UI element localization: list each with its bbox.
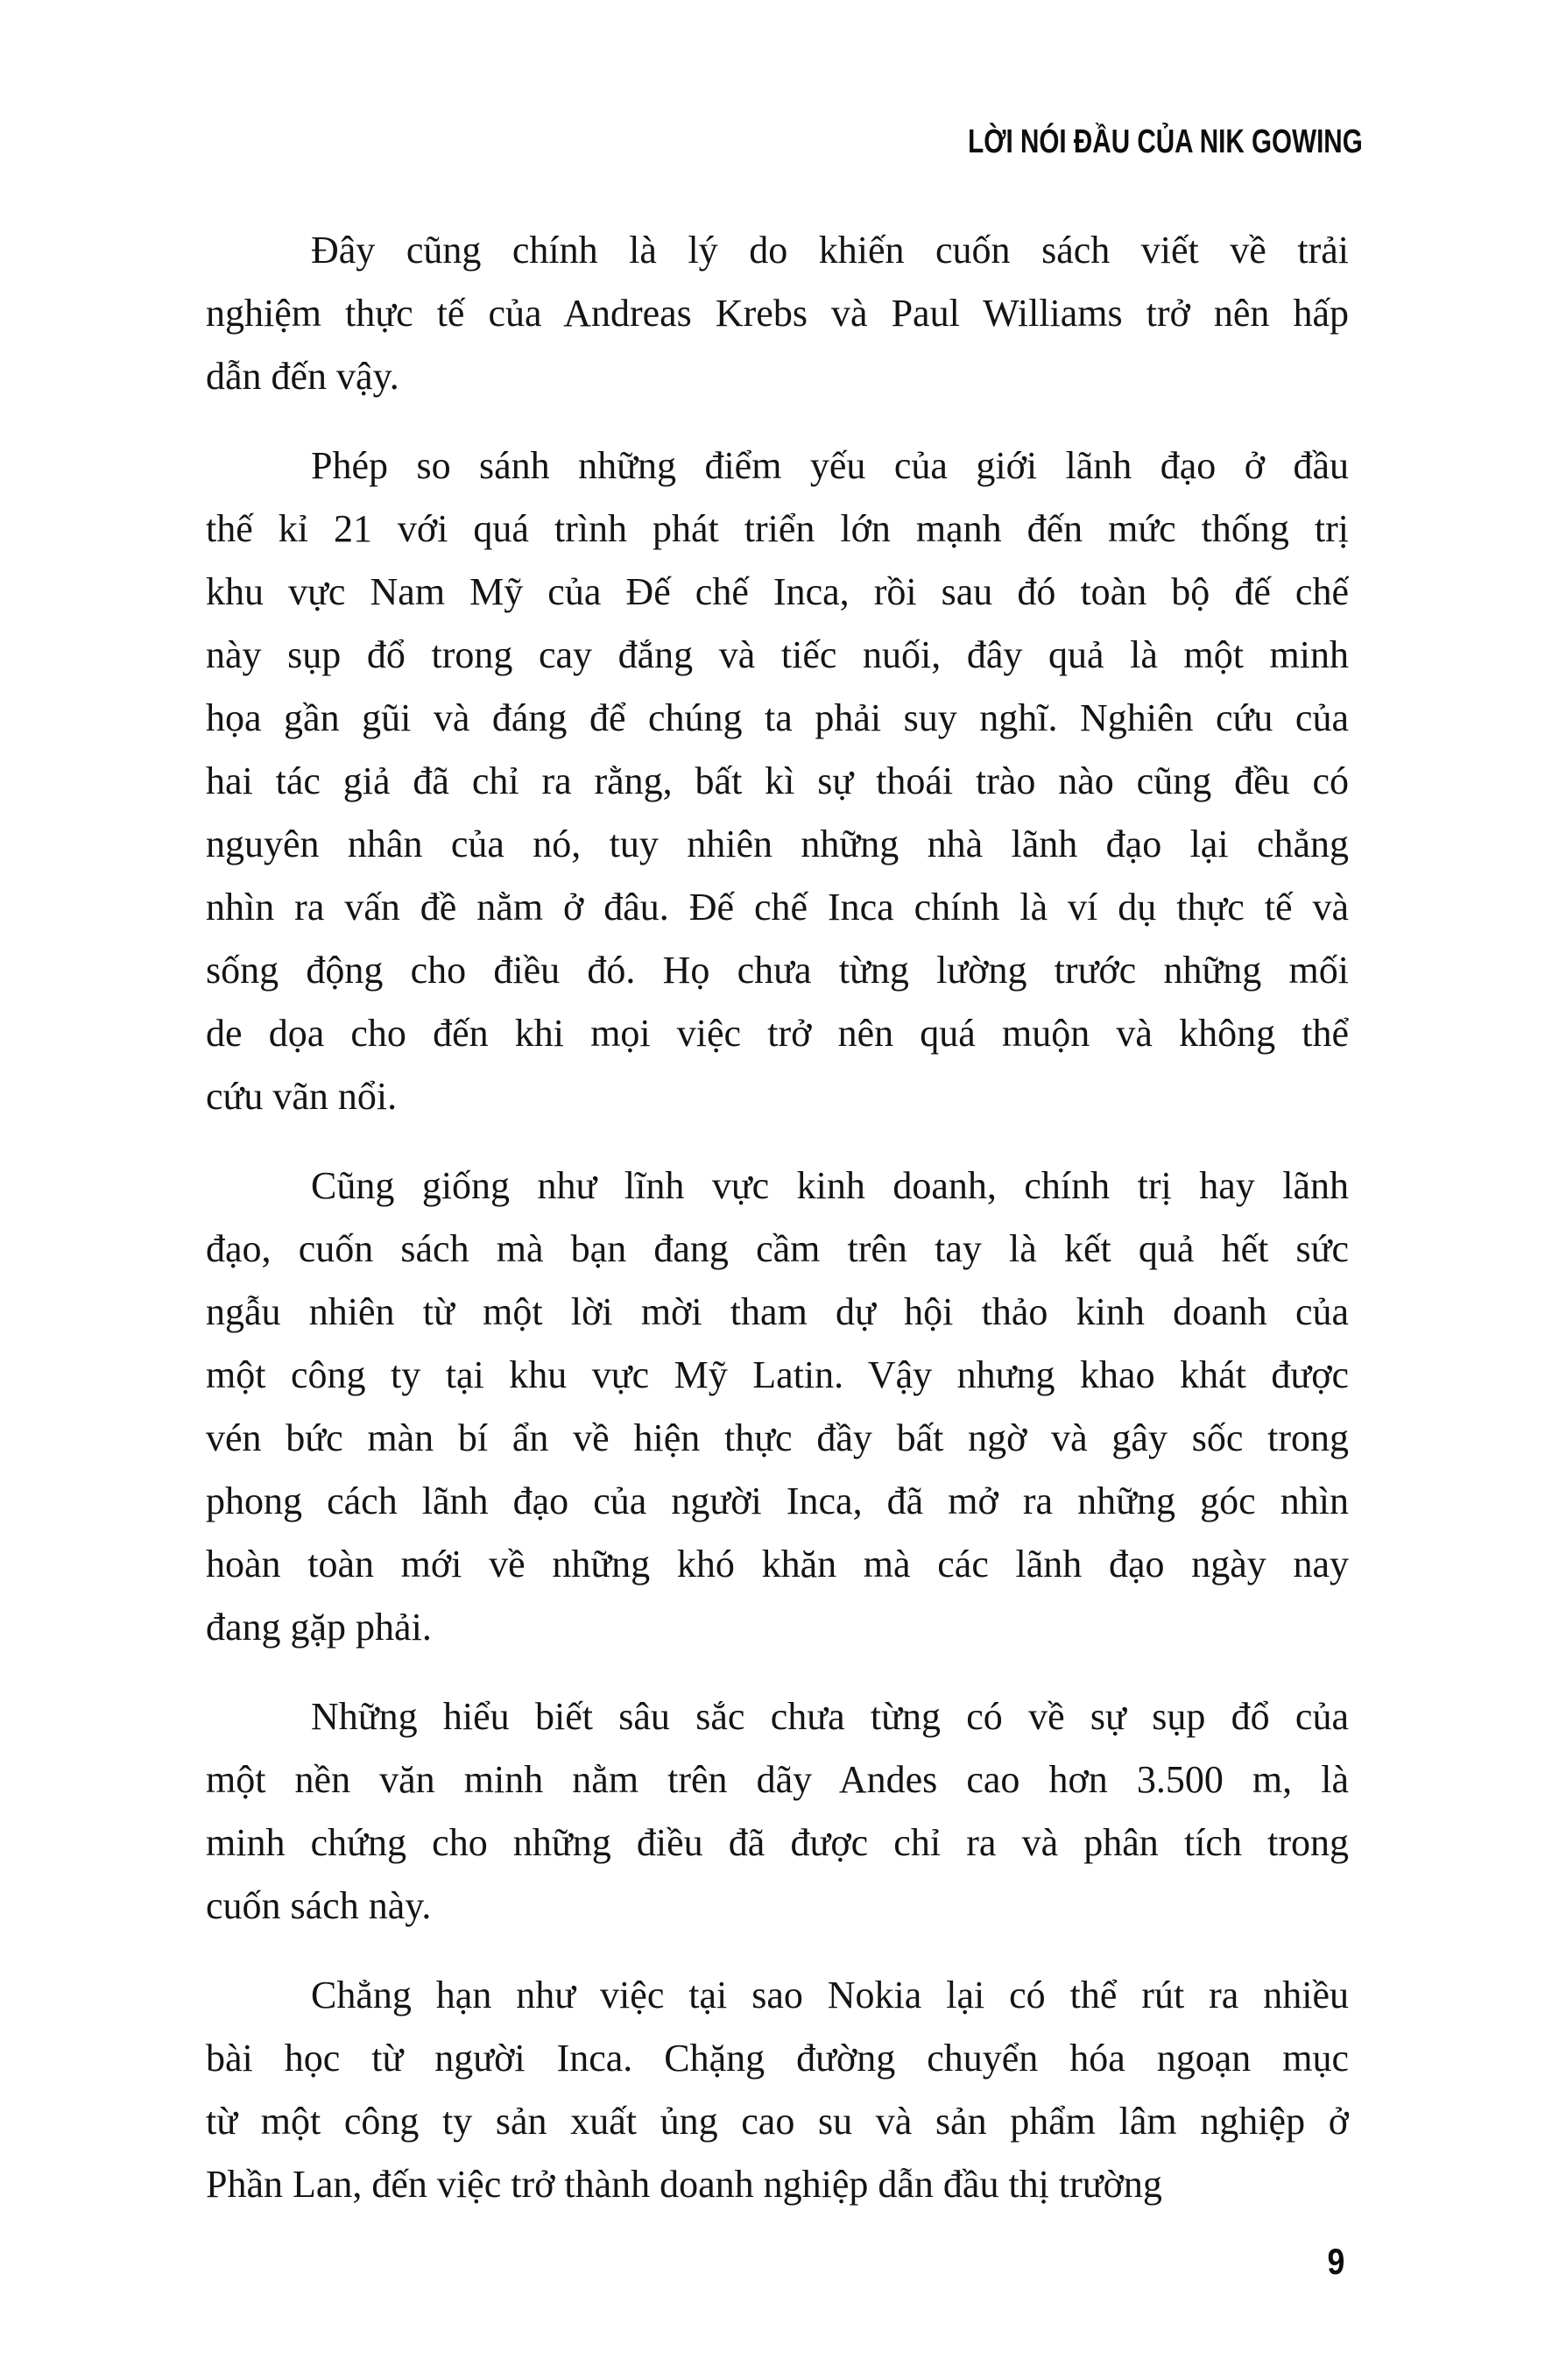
text-line: nghiệm thực tế của Andreas Krebs và Paul Williams trở nên hấp [206,292,1349,335]
text-line: bài học từ người Inca. Chặng đường chuyển hóa ngoạn mục [206,2037,1349,2080]
text-line: thế kỉ 21 với quá trình phát triển lớn mạnh đến mức thống trị [206,507,1349,550]
text-line: sống động cho điều đó. Họ chưa từng lường trước những mối [206,949,1349,992]
text-line: dẫn đến vậy. [206,355,399,398]
paragraph [206,1685,1349,1938]
text-line: nguyên nhân của nó, tuy nhiên những nhà lãnh đạo lại chẳng [206,823,1349,865]
body-text [206,219,1349,2242]
text-line: ngẫu nhiên từ một lời mời tham dự hội thảo kinh doanh của [206,1290,1349,1333]
text-line: một nền văn minh nằm trên dãy Andes cao hơn 3.500 m, là [206,1758,1349,1801]
text-line: đang gặp phải. [206,1606,432,1649]
text-line: hoàn toàn mới về những khó khăn mà các lãnh đạo ngày nay [206,1543,1349,1585]
text-line: minh chứng cho những điều đã được chỉ ra và phân tích trong [206,1821,1349,1864]
text-line: Cũng giống như lĩnh vực kinh doanh, chính trị hay lãnh [311,1164,1349,1207]
paragraph [206,1155,1349,1659]
paragraph [206,1964,1349,2216]
text-line: này sụp đổ trong cay đắng và tiếc nuối, đây quả là một minh [206,633,1349,676]
text-line: Phép so sánh những điểm yếu của giới lãnh đạo ở đầu [311,444,1349,487]
text-line: một công ty tại khu vực Mỹ Latin. Vậy nhưng khao khát được [206,1353,1349,1396]
text-line: Chẳng hạn như việc tại sao Nokia lại có thể rút ra nhiều [311,1974,1349,2016]
text-line: Phần Lan, đến việc trở thành doanh nghiệp dẫn đầu thị trường [206,2163,1162,2206]
running-header: LỜI NÓI ĐẦU CỦA NIK GOWING [968,124,1363,160]
paragraph [206,219,1349,408]
text-line: Đây cũng chính là lý do khiến cuốn sách viết về trải [311,229,1349,272]
paragraph [206,434,1349,1128]
text-line: hai tác giả đã chỉ ra rằng, bất kì sự thoái trào nào cũng đều có [206,759,1349,802]
text-line: nhìn ra vấn đề nằm ở đâu. Đế chế Inca chính là ví dụ thực tế và [206,886,1349,929]
text-line: de dọa cho đến khi mọi việc trở nên quá muộn và không thể [206,1012,1349,1055]
page-number: 9 [1327,2241,1344,2282]
text-line: Những hiểu biết sâu sắc chưa từng có về sự sụp đổ của [311,1695,1349,1738]
text-line: phong cách lãnh đạo của người Inca, đã mở ra những góc nhìn [206,1480,1349,1522]
text-line: từ một công ty sản xuất ủng cao su và sản phẩm lâm nghiệp ở [206,2100,1349,2143]
text-line: cứu vãn nổi. [206,1075,398,1118]
text-line: vén bức màn bí ẩn về hiện thực đầy bất ngờ và gây sốc trong [206,1416,1349,1459]
text-line: đạo, cuốn sách mà bạn đang cầm trên tay là kết quả hết sức [206,1227,1349,1270]
text-line: họa gần gũi và đáng để chúng ta phải suy nghĩ. Nghiên cứu của [206,696,1349,739]
text-line: khu vực Nam Mỹ của Đế chế Inca, rồi sau đó toàn bộ đế chế [206,570,1349,613]
text-line: cuốn sách này. [206,1884,432,1927]
